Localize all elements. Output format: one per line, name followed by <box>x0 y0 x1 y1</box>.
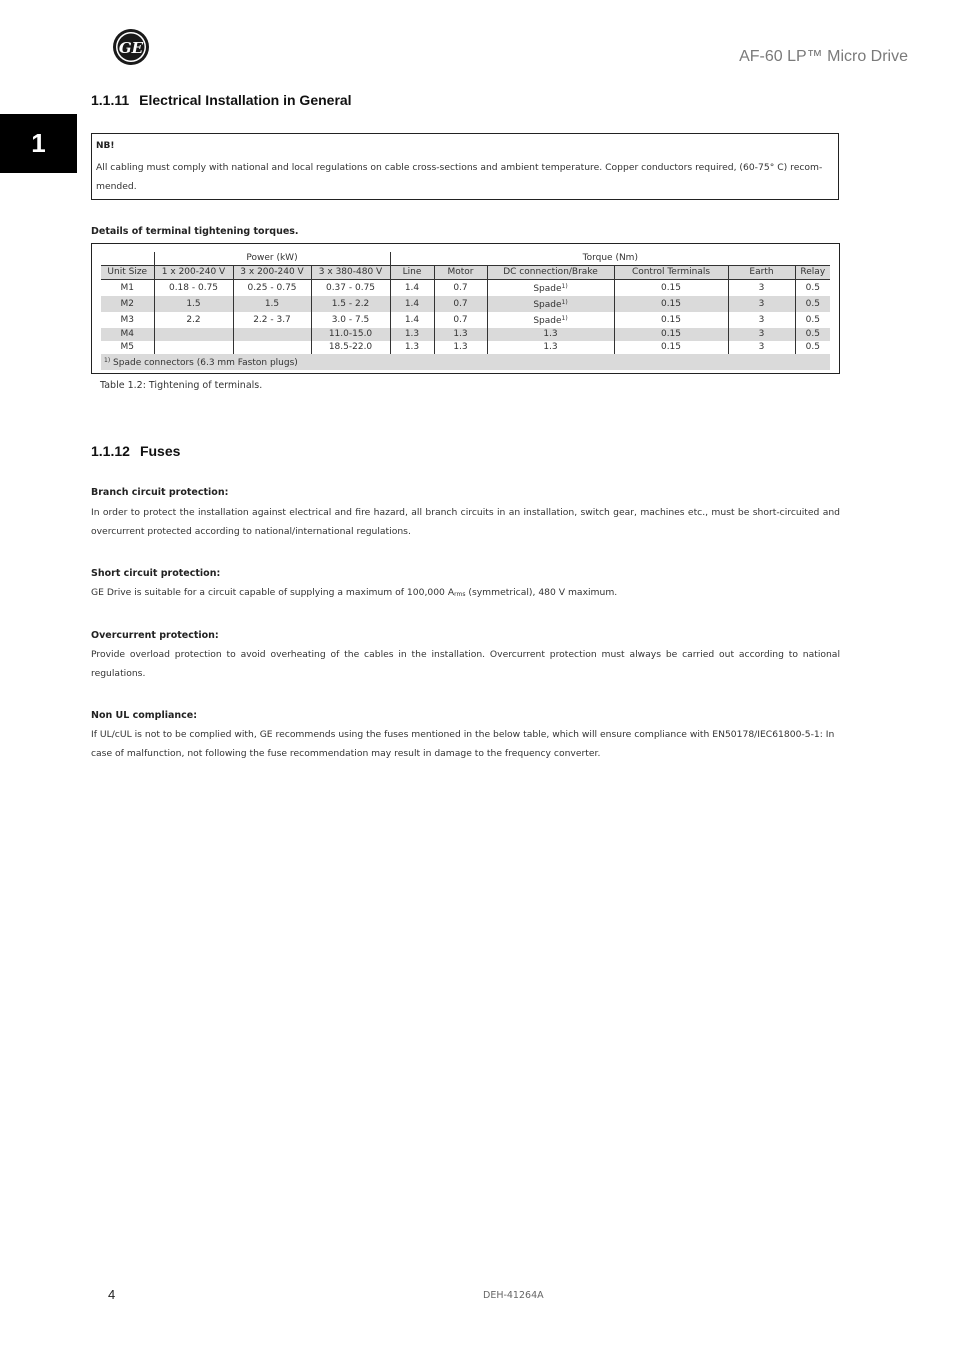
torque-group-header: Torque (Nm) <box>390 252 830 266</box>
table-cell <box>233 328 311 341</box>
note-text: All cabling must comply with national and local regulations on cable cross-sections and ambient temperature. Copper conductors required, (60-75° C) recom-mended. <box>96 162 823 192</box>
nb-note-box <box>91 133 839 200</box>
overcurrent-heading: Overcurrent protection: <box>91 630 219 641</box>
table-cell: 0.5 <box>795 296 830 312</box>
table-cell: 1.3 <box>487 341 614 354</box>
table-cell: 0.5 <box>795 312 830 328</box>
footnote-ref: 1) <box>561 299 568 306</box>
table-cell: 1.5 <box>154 296 233 312</box>
torque-table <box>101 252 830 370</box>
page-number: 4 <box>108 1287 116 1302</box>
torque-details-heading: Details of terminal tightening torques. <box>91 226 299 237</box>
table-cell: 3 <box>728 280 795 297</box>
col-header: DC connection/Brake <box>487 266 614 280</box>
table-cell <box>487 296 614 312</box>
section-title: Fuses <box>139 443 181 459</box>
short-text-after: (symmetrical), 480 V maximum. <box>465 587 618 598</box>
table-cell: M5 <box>120 342 134 352</box>
table-cell: 3 <box>728 296 795 312</box>
group-header-row <box>101 252 830 266</box>
col-header: Control Terminals <box>614 266 728 280</box>
col-header: Relay <box>795 266 830 280</box>
table-cell: 0.5 <box>795 328 830 341</box>
short-circuit-heading: Short circuit protection: <box>91 568 221 579</box>
footnote-ref: 1) <box>561 283 568 290</box>
footnote-text: Spade connectors (6.3 mm Faston plugs) <box>113 358 298 368</box>
table-cell: 3 <box>728 312 795 328</box>
table-cell: 0.18 - 0.75 <box>154 280 233 297</box>
table-cell: 0.15 <box>614 280 728 297</box>
table-row <box>101 296 830 312</box>
table-cell: 3 <box>728 341 795 354</box>
table-row <box>101 280 830 297</box>
table-cell: 1.4 <box>390 312 434 328</box>
col-header: 1 x 200-240 V <box>154 266 233 280</box>
table-cell: 0.15 <box>614 341 728 354</box>
spade-value: Spade <box>533 300 562 310</box>
table-caption: Table 1.2: Tightening of terminals. <box>100 380 263 391</box>
table-row <box>101 312 830 328</box>
table-cell <box>154 328 233 341</box>
non-ul-heading: Non UL compliance: <box>91 710 198 721</box>
table-cell: M3 <box>120 314 134 325</box>
short-text-before: GE Drive is suitable for a circuit capable of supplying a maximum of 100,000 A <box>91 587 455 598</box>
table-cell: 0.7 <box>434 280 487 297</box>
table-cell: M4 <box>101 328 154 341</box>
table-row <box>101 341 830 354</box>
table-cell: 0.5 <box>795 280 830 297</box>
table-cell: 1.3 <box>434 341 487 354</box>
table-cell: 0.15 <box>614 296 728 312</box>
footnote-ref: 1) <box>561 315 568 322</box>
table-cell: 2.2 <box>154 312 233 328</box>
table-cell: 0.15 <box>614 328 728 341</box>
table-cell: 1.4 <box>390 280 434 297</box>
table-cell <box>487 312 614 328</box>
table-cell: M1 <box>120 282 134 293</box>
ge-logo-icon <box>112 28 150 66</box>
table-cell: 3 <box>728 328 795 341</box>
footnote-row <box>101 354 830 370</box>
table-cell: 0.25 - 0.75 <box>233 280 311 297</box>
short-circuit-text <box>91 583 840 604</box>
table-cell: 0.15 <box>614 312 728 328</box>
col-header: Earth <box>728 266 795 280</box>
table-cell: 1.3 <box>390 341 434 354</box>
table-cell: 2.2 - 3.7 <box>233 312 311 328</box>
power-group-header: Power (kW) <box>154 252 390 266</box>
product-title: AF-60 LP™ Micro Drive <box>739 48 908 65</box>
spade-value: Spade <box>533 316 562 326</box>
table-cell <box>487 280 614 297</box>
table-cell: 11.0-15.0 <box>311 328 390 341</box>
col-header: Motor <box>434 266 487 280</box>
non-ul-text: If UL/cUL is not to be complied with, GE recommends using the fuses mentioned in the below table, which will ensure compliance with EN50178/IEC61800-5-1: In case of malfunction, not following the fuse recommendation may result in damage to the frequency converter. <box>91 729 835 759</box>
col-header: 3 x 380-480 V <box>311 266 390 280</box>
table-cell: 1.3 <box>434 328 487 341</box>
table-cell: 3.0 - 7.5 <box>311 312 390 328</box>
logo-text: GE <box>118 39 144 57</box>
table-cell: 1.3 <box>487 328 614 341</box>
section-heading-fuses <box>91 443 180 459</box>
overcurrent-text: Provide overload protection to avoid overheating of the cables in the installation. Overcurrent protection must always be carried out according to national regulations. <box>91 649 840 679</box>
chapter-tab: 1 <box>0 114 77 173</box>
column-header-row <box>101 266 830 280</box>
table-cell: 1.5 <box>233 296 311 312</box>
table-cell <box>233 341 311 354</box>
col-header: 3 x 200-240 V <box>233 266 311 280</box>
footnote-marker: 1) <box>104 357 111 364</box>
section-heading-electrical <box>91 92 352 108</box>
section-title: Electrical Installation in General <box>139 92 352 108</box>
table-cell: 1.3 <box>390 328 434 341</box>
table-cell: 0.5 <box>795 341 830 354</box>
table-cell <box>154 341 233 354</box>
note-label: NB! <box>96 141 115 151</box>
table-cell: 0.37 - 0.75 <box>311 280 390 297</box>
col-header: Line <box>390 266 434 280</box>
table-cell: 18.5-22.0 <box>311 341 390 354</box>
table-row <box>101 328 830 341</box>
col-header: Unit Size <box>101 266 154 280</box>
section-number: 1.1.11 <box>91 92 130 108</box>
rms-subscript: rms <box>454 591 466 598</box>
table-cell: 1.4 <box>390 296 434 312</box>
document-code: DEH-41264A <box>483 1290 544 1301</box>
branch-protection-heading: Branch circuit protection: <box>91 487 229 498</box>
spade-value: Spade <box>533 284 562 294</box>
section-number: 1.1.12 <box>91 443 130 459</box>
branch-protection-text: In order to protect the installation against electrical and fire hazard, all branch circuits in an installation, switch gear, machines etc., must be short-circuited and overcurrent protected according to national/international regulations. <box>91 507 840 537</box>
table-cell: 0.7 <box>434 312 487 328</box>
table-footnote <box>101 354 830 370</box>
table-cell: 0.7 <box>434 296 487 312</box>
torque-table-box <box>91 243 840 374</box>
table-cell: M2 <box>101 296 154 312</box>
table-cell: 1.5 - 2.2 <box>311 296 390 312</box>
